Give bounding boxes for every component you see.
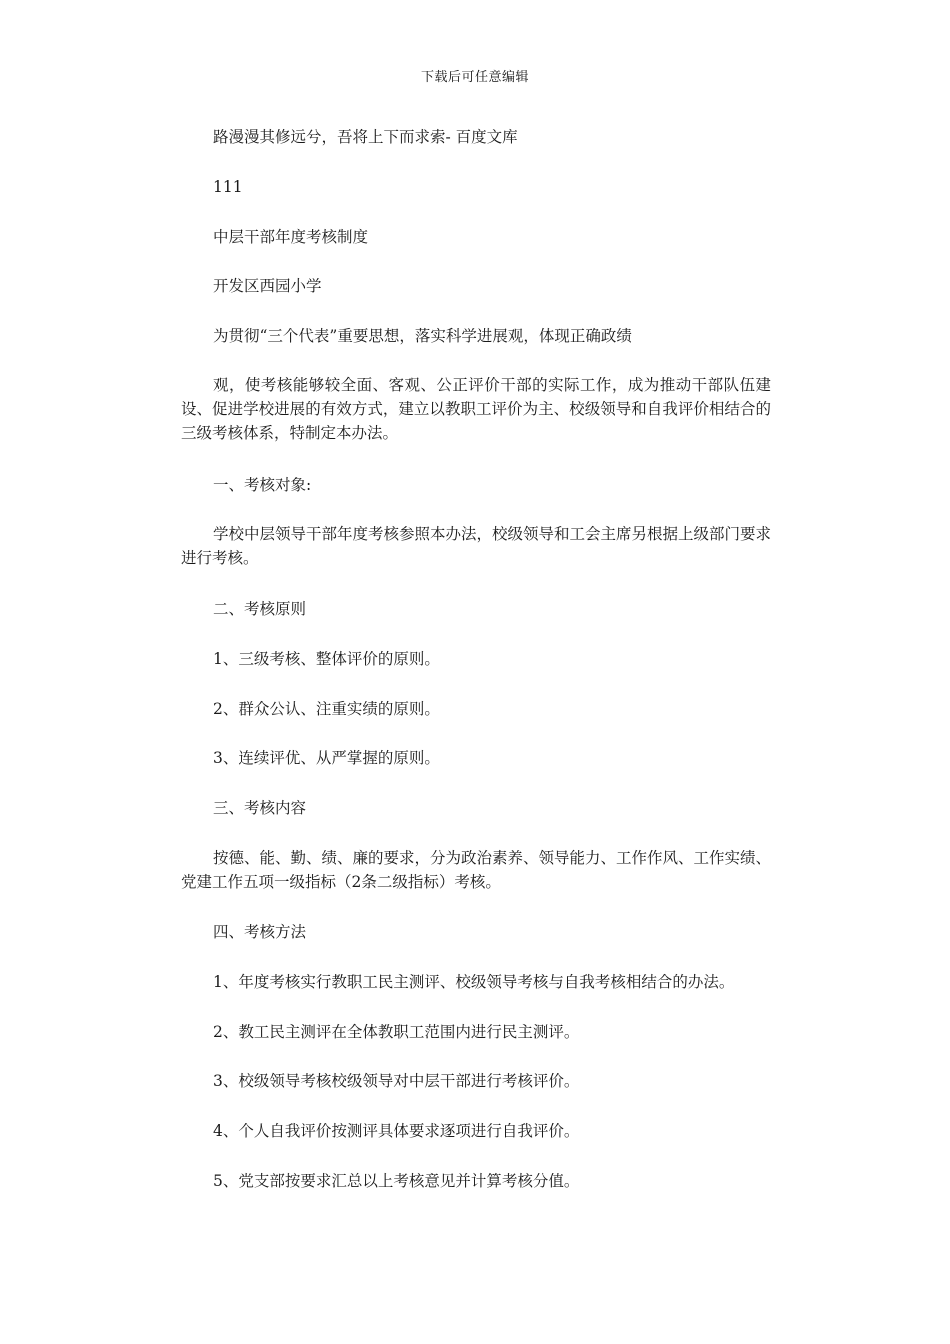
section-heading-1: 一、考核对象: — [213, 476, 312, 494]
paragraph-section-3: 按德、能、勤、绩、廉的要求，分为政治素养、领导能力、工作作风、工作实绩、党建工作五项一级指标（2条二级指标）考核。 — [181, 849, 772, 891]
list-item-principle-2: 2、群众公认、注重实绩的原则。 — [213, 700, 440, 718]
paragraph-section-1: 学校中层领导干部年度考核参照本办法，校级领导和工会主席另根据上级部门要求进行考核。 — [181, 525, 772, 567]
list-item-method-2: 2、教工民主测评在全体教职工范围内进行民主测评。 — [213, 1023, 580, 1041]
paragraph-quote: 路漫漫其修远兮，吾将上下而求索- 百度文库 — [213, 128, 518, 146]
paragraph-intro: 为贯彻“三个代表”重要思想，落实科学进展观，体现正确政绩 — [213, 327, 632, 345]
list-item-method-3: 3、校级领导考核校级领导对中层干部进行考核评价。 — [213, 1072, 580, 1090]
section-heading-3: 三、考核内容 — [213, 799, 307, 817]
list-item-method-1: 1、年度考核实行教职工民主测评、校级领导考核与自我考核相结合的办法。 — [213, 973, 735, 991]
list-item-method-5: 5、党支部按要求汇总以上考核意见并计算考核分值。 — [213, 1172, 580, 1190]
list-item-principle-3: 3、连续评优、从严掌握的原则。 — [213, 749, 440, 767]
list-item-principle-1: 1、三级考核、整体评价的原则。 — [213, 650, 440, 668]
document-title: 中层干部年度考核制度 — [213, 228, 369, 246]
list-item-method-4: 4、个人自我评价按测评具体要求逐项进行自我评价。 — [213, 1122, 580, 1140]
header-note: 下载后可任意编辑 — [420, 70, 529, 85]
paragraph-intro-continued: 观，使考核能够较全面、客观、公正评价干部的实际工作，成为推动干部队伍建设、促进学校进展的有效方式，建立以教职工评价为主、校级领导和自我评价相结合的三级考核体系，特制定本办法。 — [181, 376, 771, 442]
school-name: 开发区西园小学 — [213, 277, 322, 295]
section-heading-2: 二、考核原则 — [213, 600, 307, 618]
section-heading-4: 四、考核方法 — [213, 923, 307, 941]
paragraph-number: 111 — [213, 178, 243, 196]
